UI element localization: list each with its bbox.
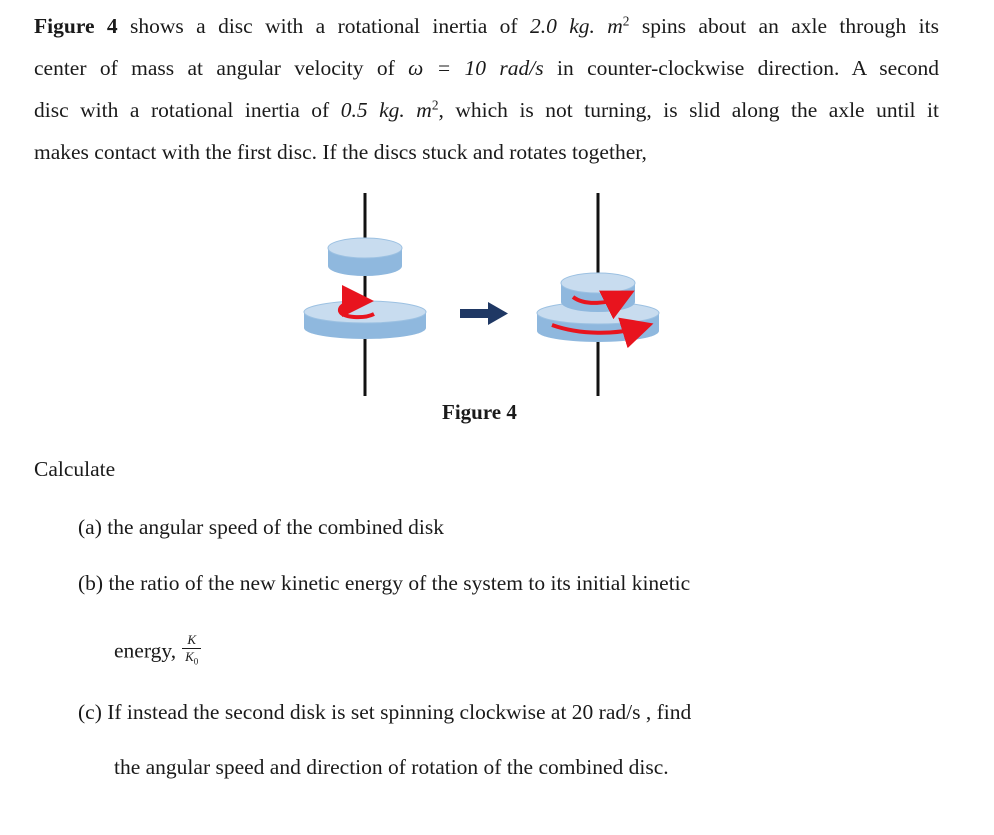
before-assembly	[304, 193, 426, 396]
statement-line-1: Figure 4 shows a disc with a rotational inertia of 2.0 kg. $m^2$ spins about an axle through its	[34, 13, 939, 38]
large-disc	[304, 301, 426, 339]
question-b-line-2: energy, $\frac{K}{K_0}$	[114, 634, 201, 672]
after-assembly	[537, 193, 659, 396]
question-c-line-2: the angular speed and direction of rotation of the combined disc.	[114, 755, 669, 779]
statement-line-3: disc with a rotational inertia of 0.5 kg. $m^2$, which is not turning, is slid along the axle until it	[34, 97, 939, 122]
small-disc	[328, 238, 402, 276]
figure-reference: Figure 4	[34, 14, 118, 38]
combined-small-disc	[561, 273, 635, 312]
problem-statement	[34, 5, 939, 173]
transition-arrow	[460, 302, 508, 325]
statement-line-4: makes contact with the first disc. If the discs stuck and rotates together,	[34, 140, 647, 164]
ratio-fraction: $\frac{K}{K_0}$	[182, 632, 201, 670]
figure-caption: Figure 4	[442, 400, 517, 424]
calculate-heading: Calculate	[34, 457, 116, 481]
question-c-line-1: (c) If instead the second disk is set spinning clockwise at 20 rad/s , find	[78, 700, 692, 724]
question-b-line-1: (b) the ratio of the new kinetic energy of the system to its initial kinetic	[78, 571, 691, 595]
question-a: (a) the angular speed of the combined disk	[78, 515, 444, 539]
statement-line-2: center of mass at angular velocity of ω = 10 rad/s in counter-clockwise direction. A second	[34, 56, 939, 80]
figure-4-diagram	[290, 188, 690, 400]
